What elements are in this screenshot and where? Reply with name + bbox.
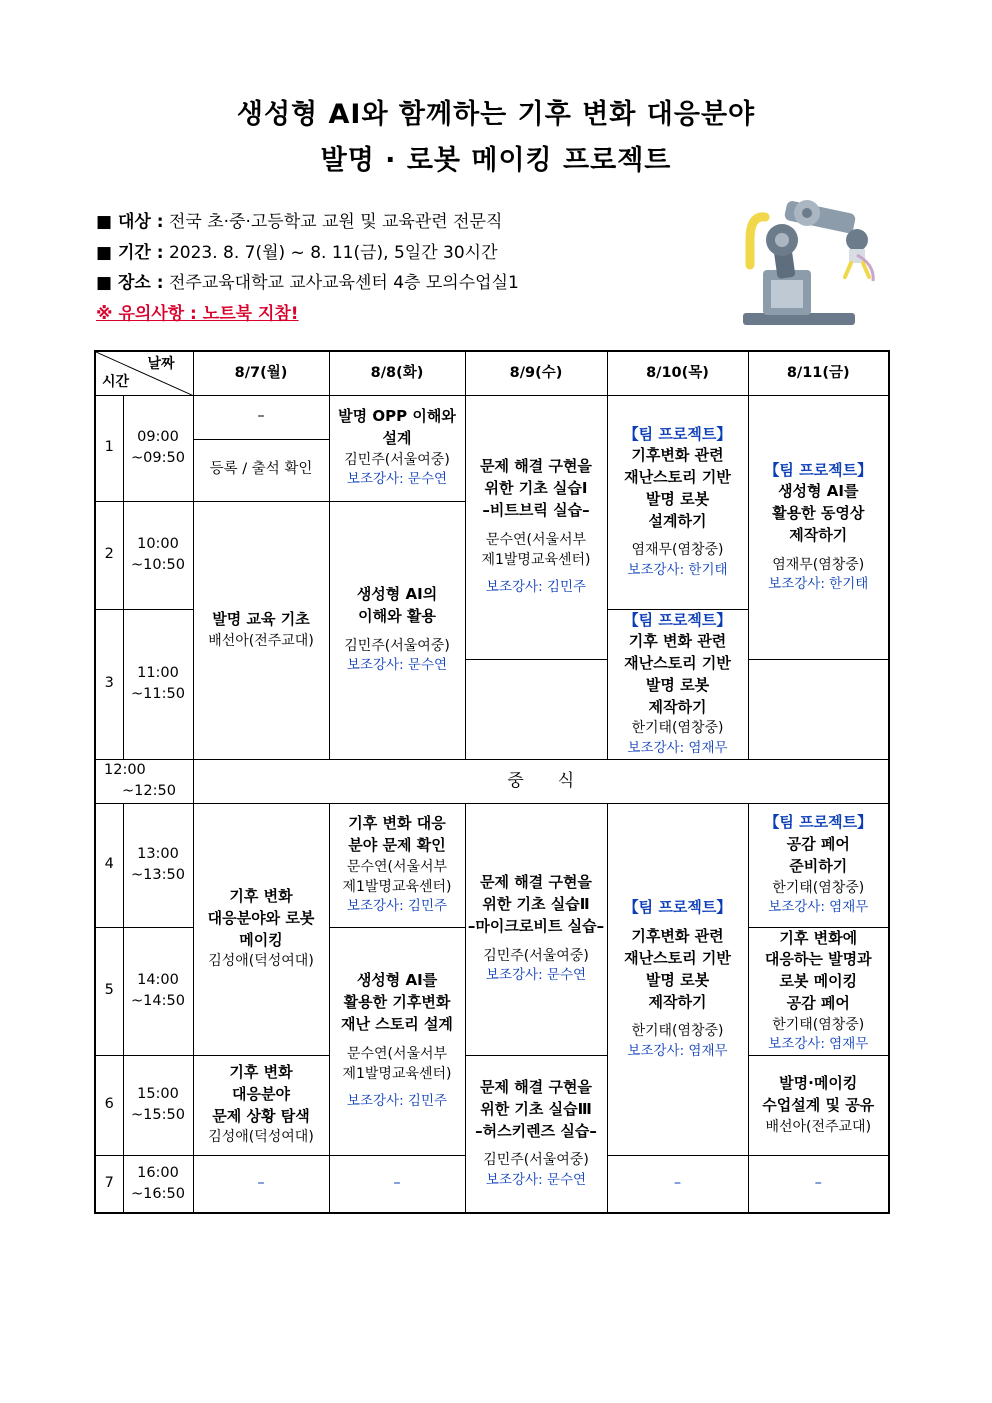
thu-p7-dash: –: [607, 1155, 748, 1213]
document-title-line2: 발명 · 로봇 메이킹 프로젝트: [320, 145, 672, 176]
period-time: 13:00 ~13:50: [123, 803, 193, 927]
wed-p45-cell: 문제 해결 구현을 위한 기초 실습Ⅱ –마이크로비트 실습– 김민주(서울여중) 보조강사: 문수연: [465, 803, 607, 1055]
mon-p1-dash: –: [193, 395, 329, 439]
period-number: 4: [95, 803, 123, 927]
period-time: 14:00 ~14:50: [123, 927, 193, 1055]
day-header-tue: 8/8(화): [329, 351, 465, 395]
thu-p456-cell: 【팀 프로젝트】 기후변화 관련 재난스토리 기반 발명 로봇 제작하기 한기태(염창중) 보조강사: 염재무: [607, 803, 748, 1155]
tue-p23-cell: 생성형 AI의 이해와 활용 김민주(서울여중) 보조강사: 문수연: [329, 501, 465, 759]
day-header-thu: 8/10(목): [607, 351, 748, 395]
tue-p56-cell: 생성형 AI를 활용한 기후변화 재난 스토리 설계 문수연(서울서부 제1발명교육센터) 보조강사: 김민주: [329, 927, 465, 1155]
period-time: 09:00 ~09:50: [123, 395, 193, 501]
period-number: 2: [95, 501, 123, 609]
mon-p6-cell: 기후 변화 대응분야 문제 상황 탐색 김성애(덕성여대): [193, 1055, 329, 1155]
fri-p7-dash: –: [748, 1155, 889, 1213]
corner-time-label: 시간: [102, 374, 130, 391]
thu-p3-cell: 【팀 프로젝트】 기후 변화 관련 재난스토리 기반 발명 로봇 제작하기 한기태(염창중) 보조강사: 염재무: [607, 609, 748, 759]
fri-p6-cell: 발명·메이킹 수업설계 및 공유 배선아(전주교대): [748, 1055, 889, 1155]
period-number: 7: [95, 1155, 123, 1213]
mon-p45-cell: 기후 변화 대응분야와 로봇 메이킹 김성애(덕성여대): [193, 803, 329, 1055]
period-time: 11:00 ~11:50: [123, 609, 193, 759]
notice-text: ※ 유의사항 : 노트북 지참!: [96, 304, 299, 324]
robot-arm-illustration: [735, 185, 885, 330]
fri-morning-cell: 【팀 프로젝트】 생성형 AI를 활용한 동영상 제작하기 염재무(염창중) 보조강사: 한기태: [748, 395, 889, 659]
info-target: ■ 대상 : 전국 초·중·고등학교 교원 및 교육관련 전문직: [96, 212, 503, 232]
info-period: ■ 기간 : 2023. 8. 7(월) ~ 8. 11(금), 5일간 30시간: [96, 243, 498, 263]
wed-p3-empty: [465, 659, 607, 759]
document-title-line1: 생성형 AI와 함께하는 기후 변화 대응분야: [236, 99, 756, 130]
day-header-wed: 8/9(수): [465, 351, 607, 395]
tue-p7-dash: –: [329, 1155, 465, 1213]
wed-morning-cell: 문제 해결 구현을 위한 기초 실습Ⅰ –비트브릭 실습– 문수연(서울서부 제1발명교육센터) 보조강사: 김민주: [465, 395, 607, 659]
corner-date-label: 날짜: [147, 356, 175, 372]
period-number: 6: [95, 1055, 123, 1155]
period-number: 3: [95, 609, 123, 759]
lunch-time: 12:00 ~12:50: [95, 759, 193, 803]
fri-p3-empty: [748, 659, 889, 759]
fri-p4-cell: 【팀 프로젝트】 공감 페어 준비하기 한기태(염창중) 보조강사: 염재무: [748, 803, 889, 927]
period-number: 5: [95, 927, 123, 1055]
period-time: 10:00 ~10:50: [123, 501, 193, 609]
period-time: 16:00 ~16:50: [123, 1155, 193, 1213]
schedule-table: [94, 350, 890, 1214]
day-header-mon: 8/7(월): [193, 351, 329, 395]
period-number: 1: [95, 395, 123, 501]
mon-p23-cell: 발명 교육 기초 배선아(전주교대): [193, 501, 329, 759]
info-place: ■ 장소 : 전주교육대학교 교사교육센터 4층 모의수업실1: [96, 273, 519, 293]
fri-p5-cell: 기후 변화에 대응하는 발명과 로봇 메이킹 공감 페어 한기태(염창중) 보조강사: 염재무: [748, 927, 889, 1055]
lunch-label: 중 식: [193, 759, 889, 803]
tue-p1-cell: 발명 OPP 이해와 설계 김민주(서울여중) 보조강사: 문수연: [329, 395, 465, 501]
wed-p67-cell: 문제 해결 구현을 위한 기초 실습Ⅲ –허스키렌즈 실습– 김민주(서울여중) 보조강사: 문수연: [465, 1055, 607, 1213]
tue-p4-cell: 기후 변화 대응 분야 문제 확인 문수연(서울서부 제1발명교육센터) 보조강사: 김민주: [329, 803, 465, 927]
thu-p12-cell: 【팀 프로젝트】 기후변화 관련 재난스토리 기반 발명 로봇 설계하기 염재무(염창중) 보조강사: 한기태: [607, 395, 748, 609]
corner-header: [95, 351, 193, 395]
mon-p1-registration: 등록 / 출석 확인: [193, 439, 329, 501]
period-time: 15:00 ~15:50: [123, 1055, 193, 1155]
mon-p7-dash: –: [193, 1155, 329, 1213]
day-header-fri: 8/11(금): [748, 351, 889, 395]
